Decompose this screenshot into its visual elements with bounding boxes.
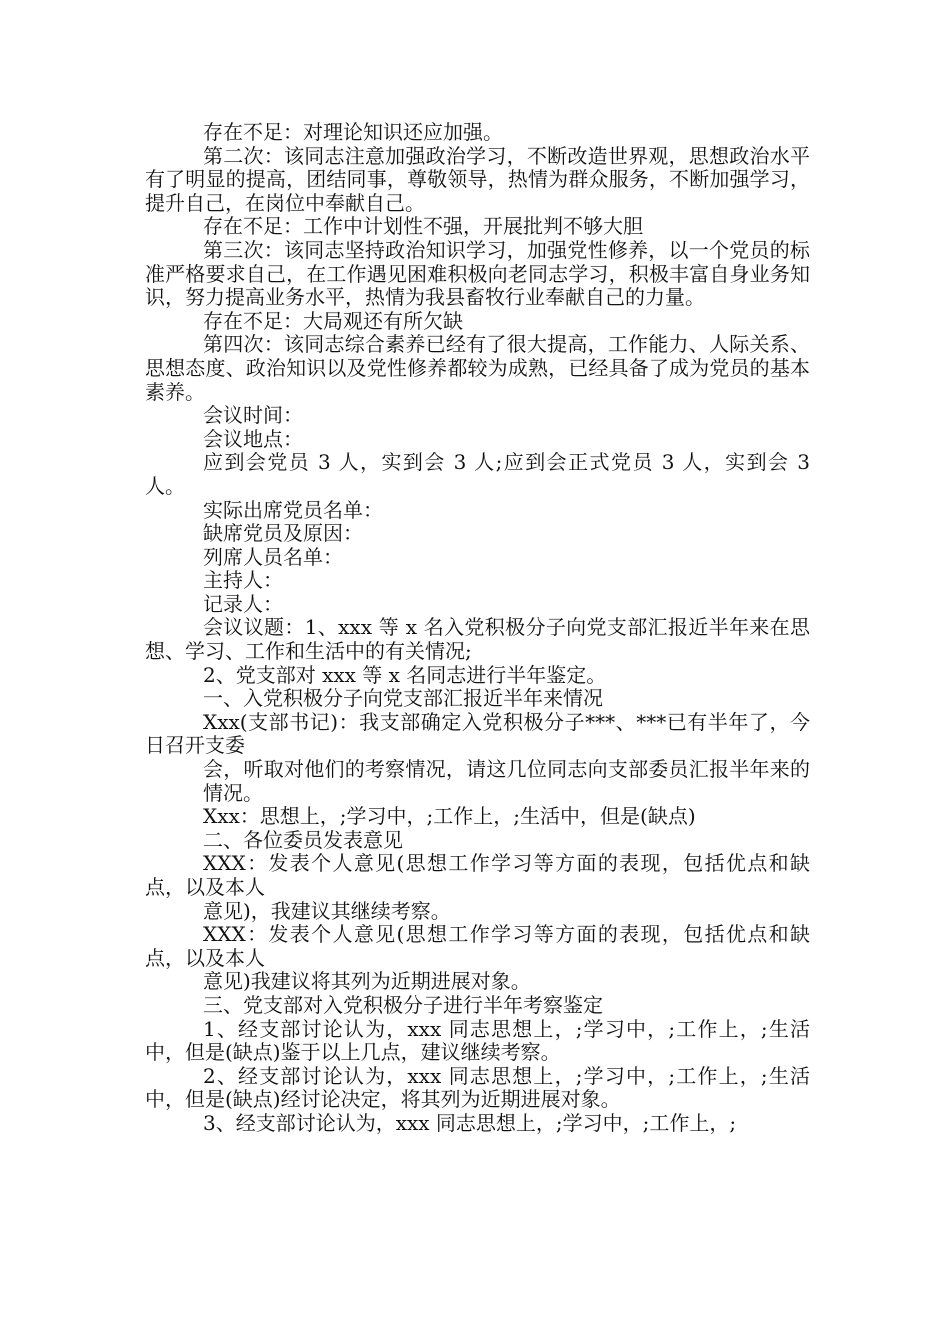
paragraph: 会议时间：: [203, 403, 303, 428]
paragraph: 意见)，我建议其继续考察。: [203, 898, 451, 923]
paragraph: 会议地点：: [203, 426, 303, 451]
paragraph: 一、入党积极分子向党支部汇报近半年来情况: [203, 686, 603, 711]
paragraph: 会议议题：1、xxx 等 x 名入党积极分子向党支部汇报近半年来在思想、学习、工作和生活中的有关情况;: [145, 615, 810, 664]
paragraph: 第二次：该同志注意加强政治学习，不断改造世界观，思想政治水平有了明显的提高，团结同事，尊敬领导，热情为群众服务，不断加强学习，提升自己，在岗位中奉献自己。: [145, 143, 810, 215]
paragraph: 1、经支部讨论认为，xxx 同志思想上，;学习中，;工作上，;生活中，但是(缺点)鉴于以上几点，建议继续考察。: [145, 1016, 810, 1065]
paragraph: 主持人：: [203, 568, 283, 593]
paragraph: 实际出席党员名单：: [203, 497, 383, 522]
paragraph: 意见)我建议将其列为近期进展对象。: [203, 969, 531, 994]
paragraph: 存在不足：对理论知识还应加强。: [203, 120, 503, 144]
paragraph: 列席人员名单：: [203, 544, 343, 569]
paragraph: 三、党支部对入党积极分子进行半年考察鉴定: [203, 992, 603, 1017]
paragraph: 缺席党员及原因：: [203, 521, 363, 546]
paragraph: 2、党支部对 xxx 等 x 名同志进行半年鉴定。: [203, 662, 607, 687]
paragraph: Xxx：思想上，;学习中，;工作上，;生活中，但是(缺点): [203, 804, 696, 829]
paragraph: 记录人：: [203, 591, 283, 616]
paragraph: 第四次：该同志综合素养已经有了很大提高，工作能力、人际关系、思想态度、政治知识以及党性修养都较为成熟，已经具备了成为党员的基本素养。: [145, 332, 810, 404]
paragraph: 应到会党员 3 人，实到会 3 人;应到会正式党员 3 人，实到会 3 人。: [145, 450, 810, 498]
paragraph: XXX：发表个人意见(思想工作学习等方面的表现，包括优点和缺点，以及本人: [145, 922, 810, 970]
paragraph: 存在不足：工作中计划性不强，开展批判不够大胆: [203, 214, 643, 239]
paragraph: 存在不足：大局观还有所欠缺: [203, 308, 463, 333]
paragraph: 2、经支部讨论认为，xxx 同志思想上，;学习中，;工作上，;生活中，但是(缺点)经讨论决定，将其列为近期进展对象。: [145, 1063, 810, 1112]
paragraph: XXX：发表个人意见(思想工作学习等方面的表现，包括优点和缺点，以及本人: [145, 851, 810, 899]
paragraph: 会，听取对他们的考察情况，请这几位同志向支部委员汇报半年来的情况。: [203, 757, 810, 805]
paragraph: Xxx(支部书记)：我支部确定入党积极分子***、***已有半年了，今日召开支委: [145, 709, 810, 758]
paragraph: 第三次：该同志坚持政治知识学习，加强党性修养，以一个党员的标准严格要求自己，在工作遇见困难积极向老同志学习，积极丰富自身业务知识，努力提高业务水平，热情为我县畜牧行业奉献自己的力量。: [145, 237, 810, 310]
paragraph: 3、经支部讨论认为，xxx 同志思想上，;学习中，;工作上，;: [203, 1110, 737, 1135]
paragraph: 二、各位委员发表意见: [203, 827, 403, 852]
document-body: [145, 121, 810, 1136]
